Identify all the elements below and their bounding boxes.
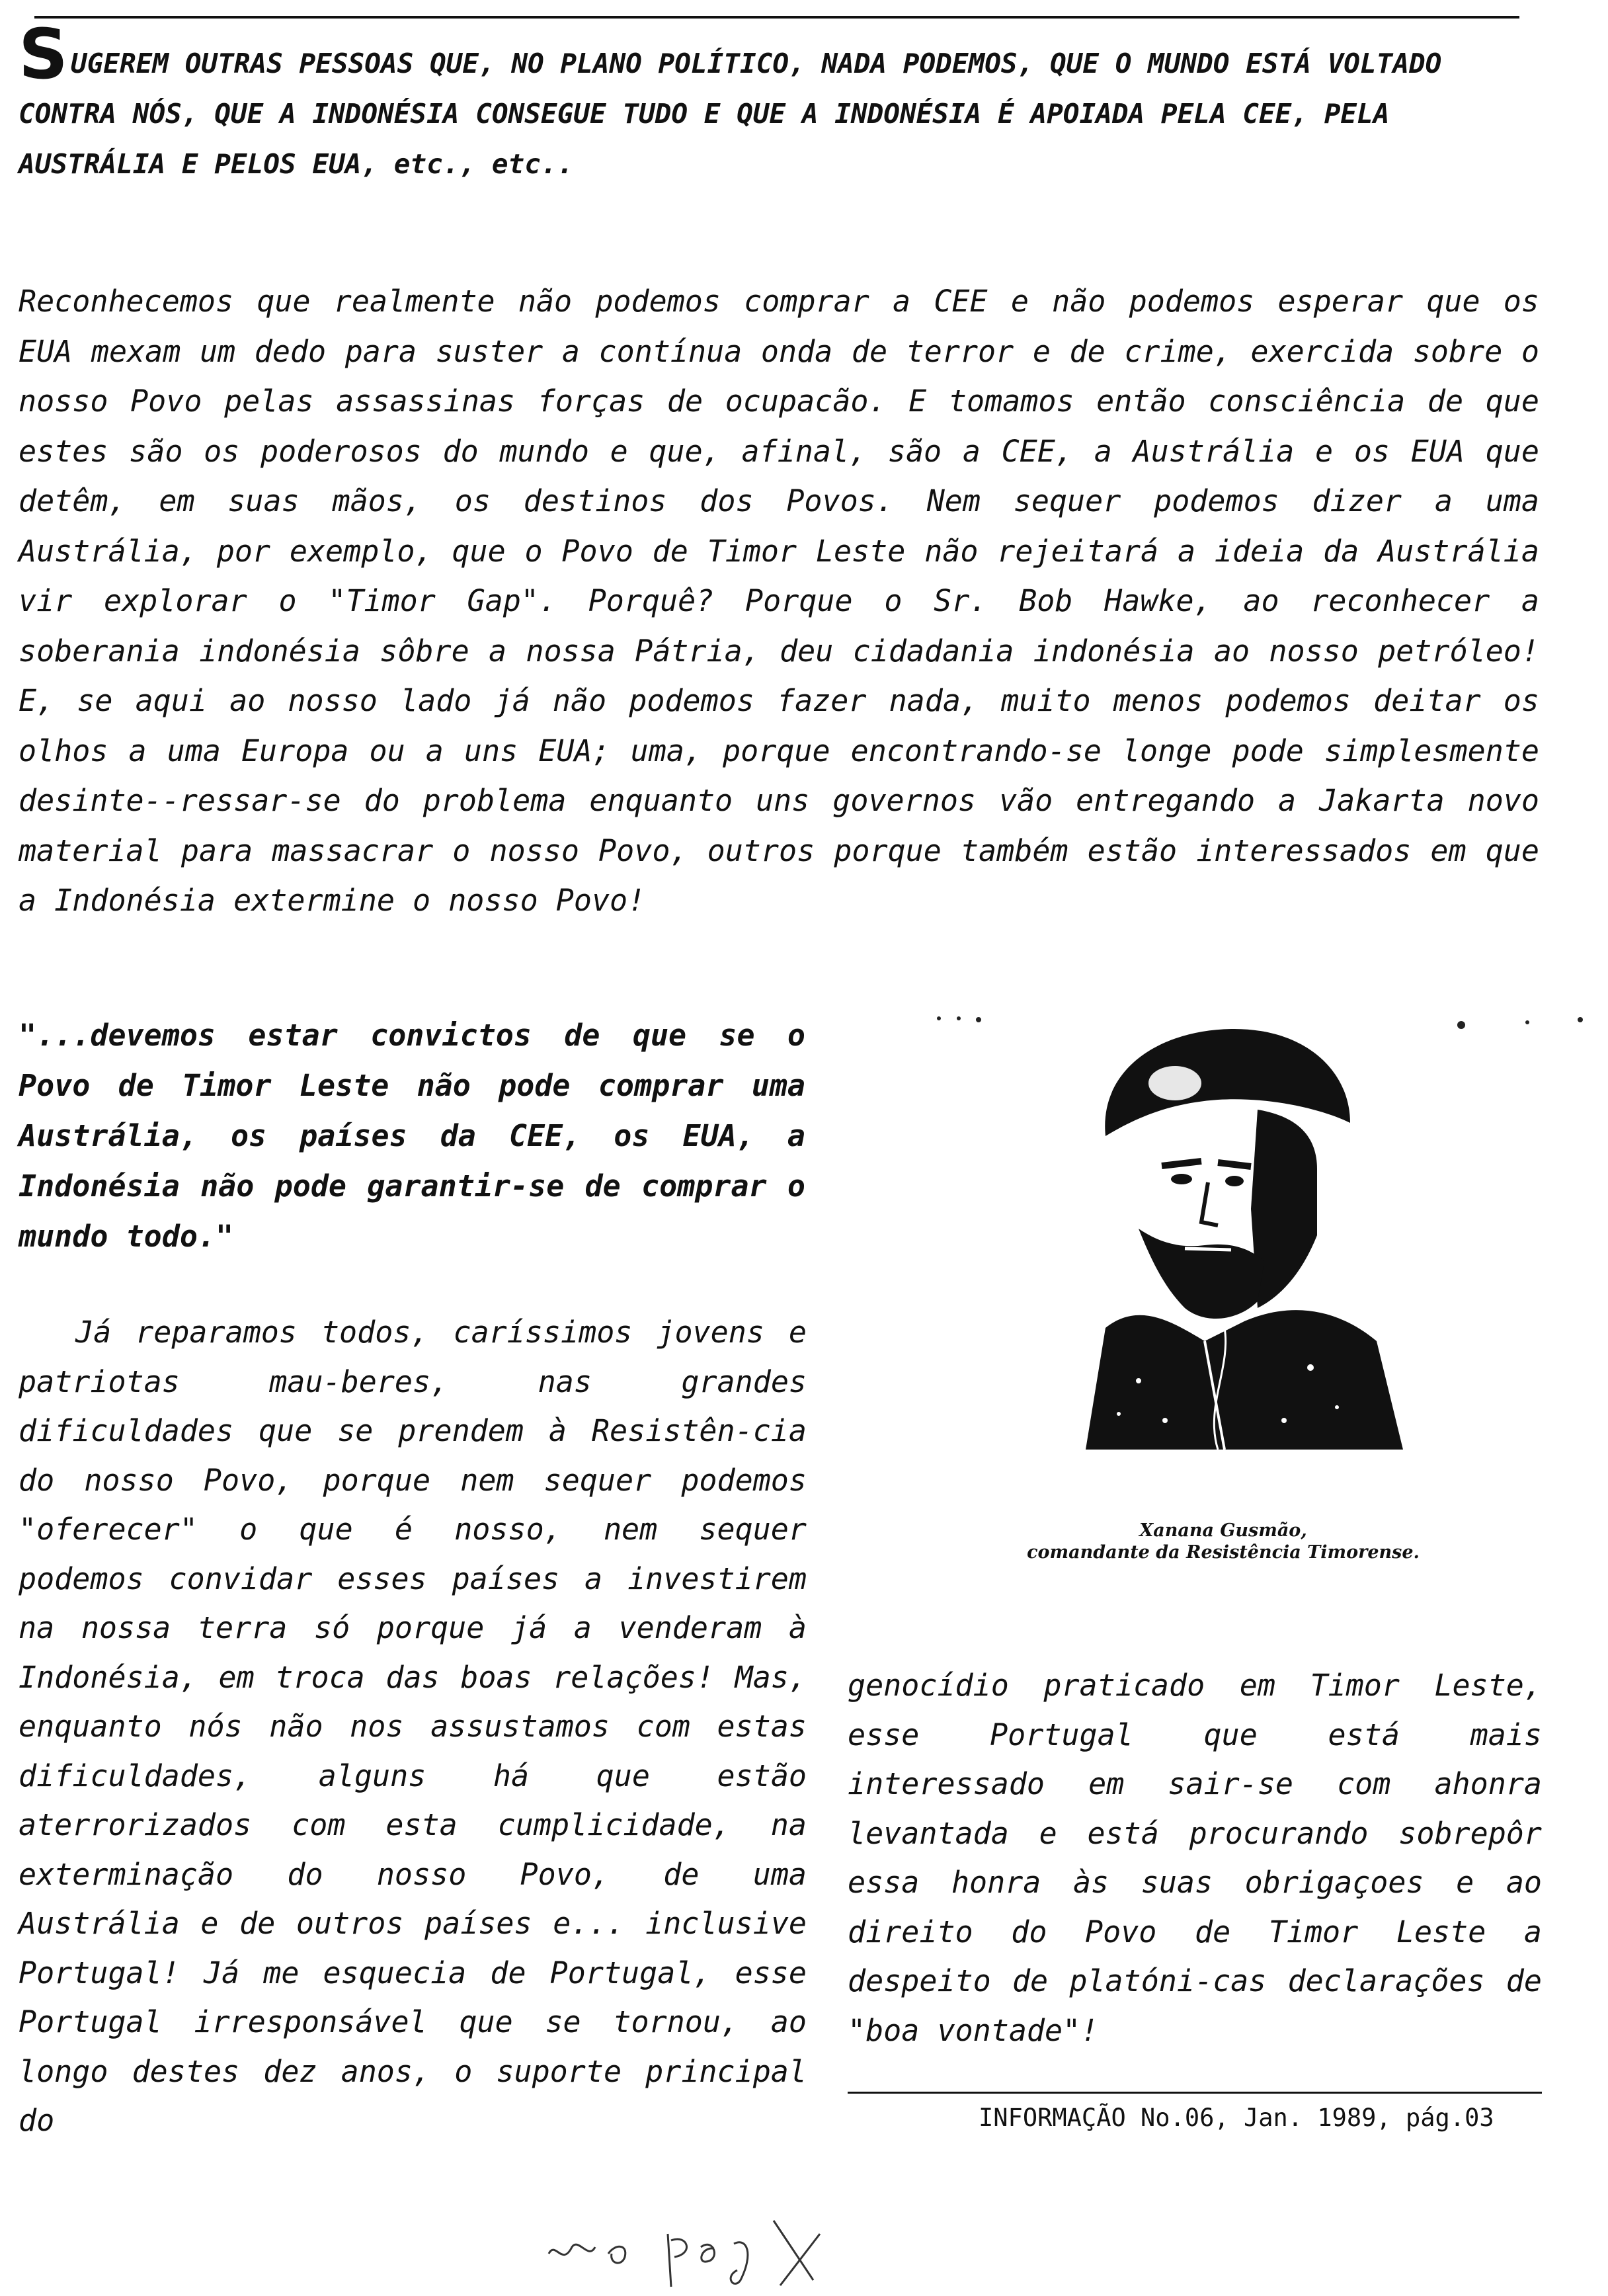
caption-role: comandante da Resistência Timorense. xyxy=(1027,1542,1420,1563)
publication-footer: INFORMAÇÃO No.06, Jan. 1989, pág.03 xyxy=(979,2104,1494,2132)
right-column-text: genocídio praticado em Timor Leste, esse Portugal que está mais interessado em sair-se com ahonra levantada e está procurando sobrepôr essa honra às suas obrigaçoes e ao direito do Povo de Timor Leste a despeito de platóni-cas declarações de "boa vontade"! xyxy=(848,1668,1542,2048)
drop-cap: S xyxy=(19,14,68,95)
lead-text: UGEREM OUTRAS PESSOAS QUE, NO PLANO POLÍTICO, NADA PODEMOS, QUE O MUNDO ESTÁ VOLTADO CONTRA NÓS, QUE A INDONÉSIA CONSEGUE TUDO E QUE A INDONÉSIA É APOIADA PELA CEE, PELA AUSTRÁLIA E PELOS EUA, etc., etc.. xyxy=(19,48,1442,180)
handwritten-note xyxy=(536,2207,879,2292)
lead-paragraph xyxy=(19,14,1513,189)
left-column-text: Já reparamos todos, caríssimos jovens e patriotas mau-beres, nas grandes dificuldades que se prendem à Resistên-cia do nosso Povo, porque nem sequer podemos "oferecer" o que é nosso, nem sequer podemos convidar esses países a investirem na nossa terra só porque já a venderam à Indonésia, em troca das boas relações! Mas, enquanto nós não nos assustamos com estas dificuldades, alguns há que estão aterrorizados com esta cumplicidade, na exterminação do nosso Povo, de uma Austrália e de outros países e... inclusive Portugal! Já me esquecia de Portugal, esse Portugal irresponsável que se tornou, ao longo destes dez anos, o suporte principal do xyxy=(19,1315,807,2138)
main-paragraph: Reconhecemos que realmente não podemos comprar a CEE e não podemos esperar que os EUA mexam um dedo para suster a contínua onda de terror e de crime, exercida sobre o nosso Povo pelas assassinas forças de ocupacão. E tomamos então consciência de que estes são os poderosos do mundo e que, afinal, são a CEE, a Austrália e os EUA que detêm, em suas mãos, os destinos dos Povos. Nem sequer podemos dizer a uma Austrália, por exemplo, que o Povo de Timor Leste não rejeitará a ideia da Austrália vir explorar o "Timor Gap". Porquê? Porque o Sr. Bob Hawke, ao reconhecer a soberania indonésia sôbre a nossa Pátria, deu cidadania indonésia ao nosso petróleo! E, se aqui ao nosso lado já não podemos fazer nada, muito menos podemos deitar os olhos a uma Europa ou a uns EUA; uma, porque encontrando-se longe pode simplesmente desinte--ressar-se do problema enquanto uns governos vão entregando a Jakarta novo material para massacrar o nosso Povo, outros porque também estão interessados em que a Indonésia extermine o nosso Povo! xyxy=(19,284,1539,918)
portrait-photo xyxy=(1006,1010,1449,1450)
top-rule xyxy=(34,16,1519,19)
caption-name: Xanana Gusmão, xyxy=(1139,1520,1307,1541)
pull-quote: "...devemos estar convictos de que se o Povo de Timor Leste não pode comprar uma Austrália, os países da CEE, os EUA, a Indonésia não pode garantir-se de comprar o mundo todo." xyxy=(19,1018,805,1254)
photo-caption xyxy=(939,1520,1508,1563)
footer-rule xyxy=(848,2092,1542,2094)
